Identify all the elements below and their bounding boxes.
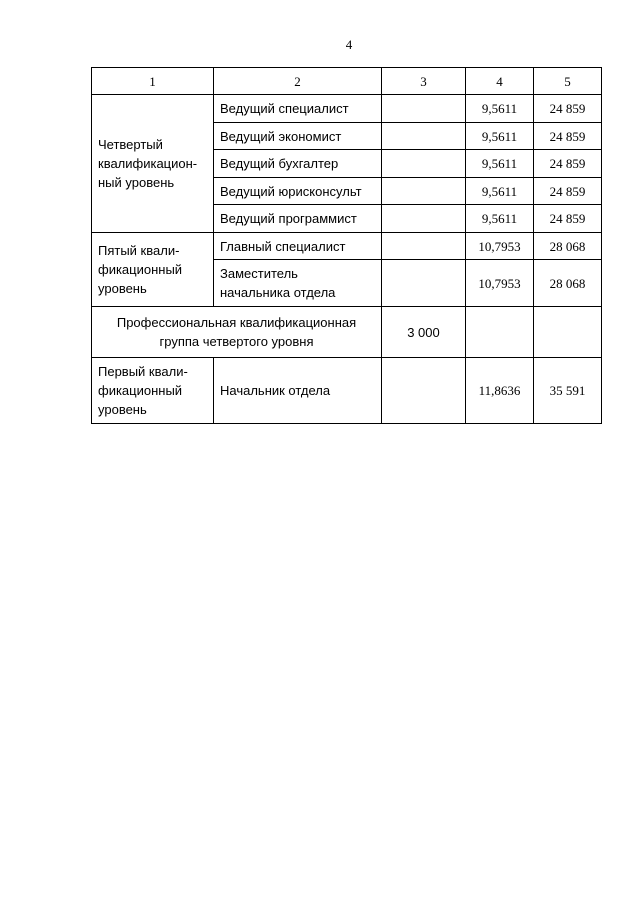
empty-cell [382,260,466,307]
salary-value: 28 068 [534,233,602,260]
empty-cell [382,358,466,424]
column-number-5: 5 [534,68,602,95]
salary-value: 24 859 [534,178,602,205]
coefficient-value: 9,5611 [466,123,534,150]
empty-cell [382,150,466,178]
position-title: Начальник отдела [214,358,382,424]
salary-value: 24 859 [534,123,602,150]
table-row [92,233,602,260]
coefficient-value: 9,5611 [466,95,534,123]
coefficient-value: 9,5611 [466,150,534,178]
qualification-level-cell: Четвертый квалификацион- ный уровень [92,95,214,233]
position-title: Ведущий бухгалтер [214,150,382,178]
table-row [92,358,602,424]
empty-cell [382,178,466,205]
column-number-1: 1 [92,68,214,95]
salary-value: 28 068 [534,260,602,307]
empty-cell [534,307,602,358]
table-header-row [92,68,602,95]
coefficient-value: 9,5611 [466,205,534,233]
table-row [92,95,602,123]
empty-cell [382,95,466,123]
position-title: Ведущий юрисконсульт [214,178,382,205]
salary-value: 24 859 [534,205,602,233]
page-number: 4 [345,37,353,52]
empty-cell [466,307,534,358]
salary-value: 24 859 [534,95,602,123]
salary-table [91,67,602,424]
coefficient-value: 10,7953 [466,233,534,260]
column-number-4: 4 [466,68,534,95]
coefficient-value: 10,7953 [466,260,534,307]
position-title: Ведущий специалист [214,95,382,123]
empty-cell [382,123,466,150]
column-number-2: 2 [214,68,382,95]
position-title: Заместитель начальника отдела [214,260,382,307]
group-row [92,307,602,358]
column-number-3: 3 [382,68,466,95]
position-title: Главный специалист [214,233,382,260]
salary-value: 35 591 [534,358,602,424]
empty-cell [382,233,466,260]
empty-cell [382,205,466,233]
qualification-level-cell: Первый квали- фикационный уровень [92,358,214,424]
group-value: 3 000 [382,307,466,358]
position-title: Ведущий экономист [214,123,382,150]
group-label: Профессиональная квалификационная группа четвертого уровня [92,307,382,358]
coefficient-value: 11,8636 [466,358,534,424]
position-title: Ведущий программист [214,205,382,233]
qualification-level-cell: Пятый квали- фикационный уровень [92,233,214,307]
coefficient-value: 9,5611 [466,178,534,205]
salary-value: 24 859 [534,150,602,178]
